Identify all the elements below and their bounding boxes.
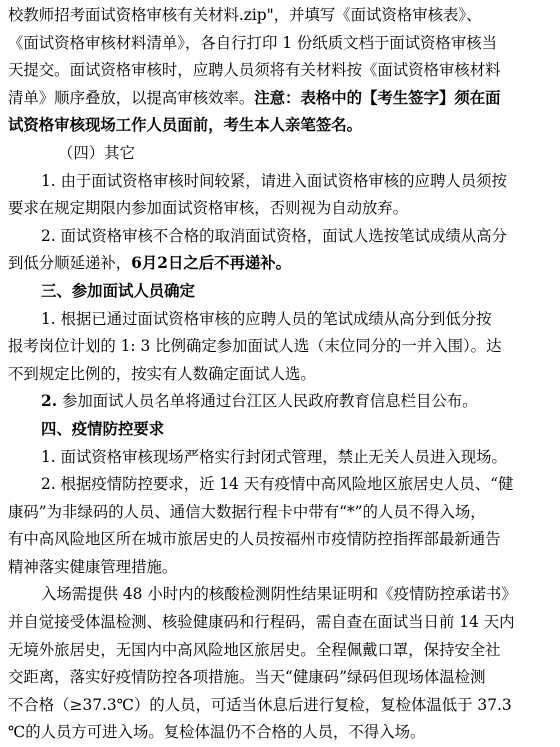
text-segment: 清单》顺序叠放，以提高审核效率。 [8,88,255,107]
bold-text: 三、参加面试人员确定 [41,281,195,300]
text-line [8,499,546,527]
text-segment: 无境外旅居史，无国内中高风险地区旅居史。全程佩戴口罩，保持安全社 [8,640,501,659]
text-segment: 交距离，落实好疫情防控各项措施。当天“健康码”绿码但现场体温检测 [8,668,486,687]
text-line [8,388,546,416]
text-line [8,57,546,85]
bold-text: 2. [41,392,58,411]
text-line [8,361,546,389]
bold-text: 试资格审核现场工作人员面前，考生本人亲笔签名。 [8,116,362,135]
text-segment: 天提交。面试资格审核时，应聘人员须将有关材料按《面试资格审核材料 [8,61,501,80]
text-line [8,195,546,223]
text-line [8,168,546,196]
text-line [8,112,546,140]
bold-text: 注意：表格中的【考生签字】须在面 [254,88,501,107]
text-segment: 并自觉接受体温检测、核验健康码和行程码，需自查在面试当日前 14 天内 [8,613,515,632]
text-line [8,664,546,692]
text-line [8,223,546,251]
text-segment: （四）其它 [58,143,135,162]
text-line [8,526,546,554]
text-segment: 要求在规定期限内参加面试资格审核，否则视为自动放弃。 [8,199,409,218]
text-segment: 《面试资格审核材料清单》，各自行打印 1 份纸质文档于面试资格审核当 [8,33,497,52]
text-line [8,471,546,499]
text-segment: ℃的人员方可进入场。复检体温仍不合格的人员，不得入场。 [8,723,426,742]
text-segment: 不合格（≥37.3℃）的人员，可适当休息后进行复检，复检体温低于 37.3 [8,695,512,714]
bold-text: 6月2日之后不再递补。 [131,254,292,273]
text-segment: 校教师招考面试资格审核有关材料.zip"，并填写《面试资格审核表》、 [8,6,482,24]
text-line [8,140,546,168]
text-segment: 到低分顺延递补， [8,254,132,273]
text-line [8,333,546,361]
text-line [8,444,546,472]
text-line [8,637,546,665]
text-segment: 康码”为非绿码的人员、通信大数据行程卡中带有“*”的人员不得入场， [8,502,486,521]
text-segment: 入场需提供 48 小时内的核酸检测阴性结果证明和《疫情防控承诺书》 [41,585,517,604]
text-segment: 不到规定比例的，按实有人数确定面试人选。 [8,364,316,383]
text-line [8,416,546,444]
text-segment: 参加面试人员名单将通过台江区人民政府教育信息栏目公布。 [57,392,478,411]
text-segment: 1. 由于面试资格审核时间较紧，请进入面试资格审核的应聘人员须按 [41,171,507,190]
text-line [8,581,546,609]
text-line [8,554,546,582]
text-line [8,306,546,334]
text-line [8,692,546,720]
text-line [8,2,546,30]
text-line [8,85,546,113]
text-line [8,278,546,306]
text-segment: 1. 面试资格审核现场严格实行封闭式管理，禁止无关人员进入现场。 [41,447,507,466]
text-line [8,30,546,58]
text-segment: 2. 面试资格审核不合格的取消面试资格，面试人选按笔试成绩从高分 [41,226,507,245]
text-segment: 报考岗位计划的 1: 3 比例确定参加面试人选（末位同分的一并入围）。达 [8,337,502,356]
text-segment: 2. 根据疫情防控要求，近 14 天有疫情中高风险地区旅居史人员、“健 [41,475,514,494]
text-line [8,250,546,278]
bold-text: 四、疫情防控要求 [41,419,165,438]
text-segment: 精神落实健康管理措施。 [8,557,178,576]
text-segment: 有中高风险地区所在城市旅居史的人员按福州市疫情防控指挥部最新通告 [8,530,501,549]
text-line [8,609,546,637]
text-line [8,719,546,747]
text-segment: 1. 根据已通过面试资格审核的应聘人员的笔试成绩从高分到低分按 [41,309,492,328]
